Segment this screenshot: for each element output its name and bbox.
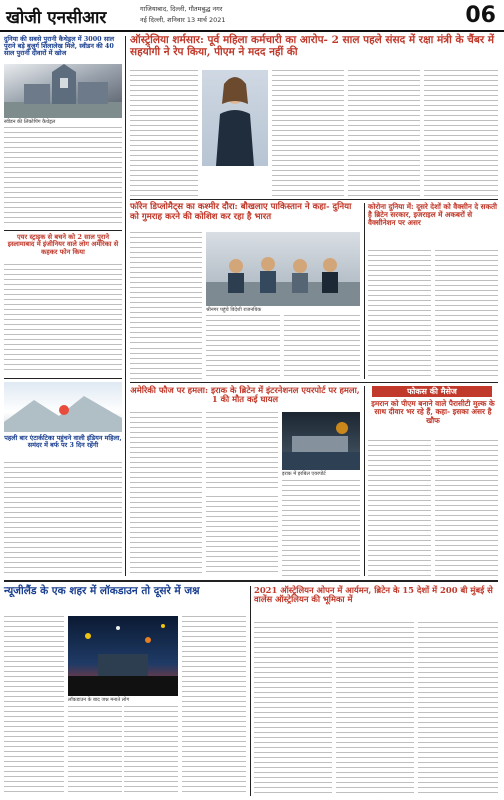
divider [4,378,122,379]
divider [130,199,498,200]
body-corona-col1 [368,250,431,379]
caption-cathedral: स्वीडन की लिंकोपिंग कैथेड्रल [4,119,56,125]
headline-antarctica: पहली बार एंटार्कटिका पहुंचने वाली इंडियन महिला, समंदर में बर्फ पर 3 दिन रहेंगी [4,434,122,450]
column-rule [250,586,251,796]
body-ao-col1 [254,622,332,796]
body-main-col5 [424,70,498,196]
caption-newzealand: लॉकडाउन के बाद जश्न मनाते लोग [68,697,130,703]
body-cathedral [4,127,122,227]
airport-illustration [282,412,360,470]
body-ao-col2 [336,622,414,796]
headline-imran: इमरान को पीएम बनाने वाले पैरासीटी मुल्क के साथ दीवार भर रहे हैं, कहा- इसका असर है खौफ [371,399,495,425]
body-diplomats-col2 [206,315,280,379]
body-ao-col3 [418,622,498,796]
body-us-army-col2 [206,412,278,492]
headline-us-army: अमेरिकी फौज पर हमला: इराक के ब्रिटेन में इंटरनेशनल एयरपोर्ट पर हमला, 1 की मौत कई घायल [130,385,360,405]
body-newzealand-col4 [182,616,246,796]
divider [130,382,498,383]
caption-us-army: इराक में इरबिल एयरपोर्ट [282,471,326,477]
headline-diplomats: फॉरेन डिप्लोमैट्स का कश्मीर दौरा: बौखलाए पाकिस्तान ने कहा- दुनिया को गुमराह करने की कोशिश कर रहा है भारत [130,202,352,222]
headline-newzealand: न्यूजीलैंड के एक शहर में लॉकडाउन तो दूसरे में जश्न [4,585,200,597]
body-main-col1 [130,70,198,196]
headline-airstrike: एयर स्ट्राइक से बचने को 2 साल पुराने इस्लामाबाद में इंजीनियर वाले लोग अमेरिका से कहकर फोन किया [7,233,119,256]
body-diplomats-col1b [130,348,202,379]
body-newzealand-col3 [124,706,178,796]
headline-australian-open: 2021 ऑस्ट्रेलियन ओपन में आर्यमन, ब्रिटेन के 15 देशों में 200 बी मुंबई से वालेंस ऑस्ट्रेलियन की भूमिका में [254,585,493,605]
photo-us-army [282,412,360,470]
main-headline: ऑस्ट्रेलिया शर्मसार: पूर्व महिला कर्मचारी का आरोप- 2 साल पहले संसद में रक्षा मंत्री के चैंबर में सहयोगी ने रेप किया, पीएम ने मदद नहीं की [130,34,495,58]
body-newzealand-col1 [4,616,64,796]
body-us-army-col1 [130,412,202,576]
column-rule [364,203,365,379]
photo-newzealand [68,616,178,696]
column-rule [125,36,126,576]
body-newzealand-col2 [68,706,122,796]
body-diplomats-col3 [284,315,360,379]
body-antarctica [4,462,122,576]
body-us-army-col2b [206,496,278,576]
body-main-col4 [348,70,420,196]
body-diplomats-col1 [130,232,202,344]
kashmir-illustration [206,232,360,306]
photo-cathedral [4,64,122,118]
photo-kashmir [206,232,360,306]
photo-woman [202,70,268,166]
antarctica-illustration [4,382,122,432]
body-airstrike [4,264,122,374]
page-number: 06 [465,3,496,28]
body-main-col3 [272,70,344,196]
cathedral-illustration [4,64,122,118]
celebration-illustration [68,616,178,696]
headline-cathedral: दुनिया की सबसे पुरानी कैथेड्रल में 3000 साल पुराने बड़े बुज़ुर्ग शिलालेख मिले, स्वीडन की 40 साल पुरानी दीवारों में खोज [4,35,115,58]
section-divider [4,580,498,582]
body-us-army-col3 [282,480,360,576]
column-rule [364,386,365,576]
caption-kashmir: श्रीनगर पहुंचे विदेशी राजनयिक [206,307,262,313]
newspaper-title: खोजी एनसीआर [6,8,107,28]
masthead [0,0,504,32]
body-imran-col2 [435,440,498,576]
edition-line: गाजियाबाद, दिल्ली, गौतमबुद्ध नगर [140,5,223,13]
section-label-focus: फोकस की मैसेज [372,386,492,397]
woman-illustration [202,70,268,166]
photo-antarctica [4,382,122,432]
body-imran-col1 [368,440,431,576]
divider [4,230,122,231]
date-line: नई दिल्ली, शनिवार 13 मार्च 2021 [140,16,226,24]
headline-corona: कोरोना दुनिया में: दूसरे देशों को वैक्सीन दे सकती है ब्रिटेन सरकार, इजराइल में अकबरों से वैक्सीनेशन पर असर [368,202,497,228]
body-corona-col2 [435,250,498,379]
